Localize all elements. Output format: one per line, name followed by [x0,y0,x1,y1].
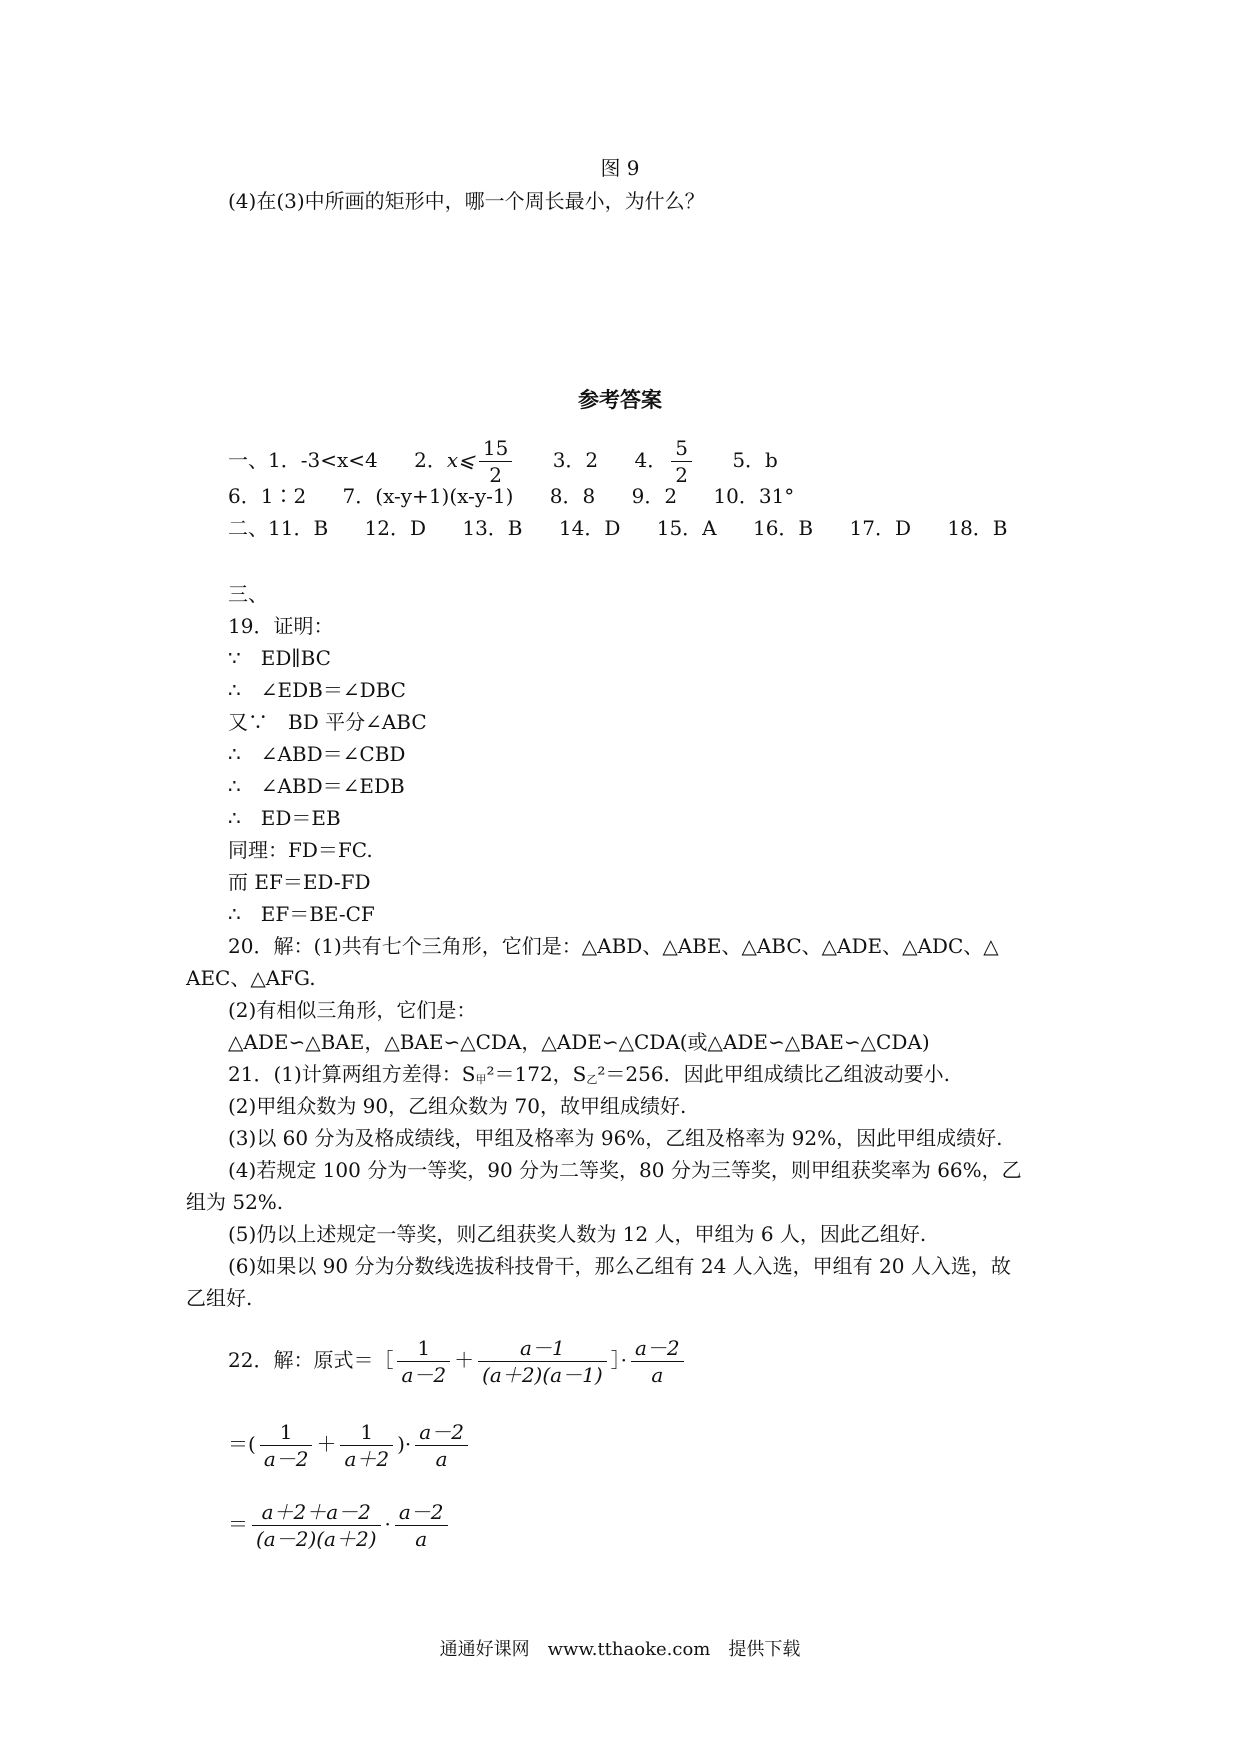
part1-row1 [228,430,778,490]
answer-1: 1．-3<x<4 [268,448,378,472]
q21-line: (6)如果以 90 分为分数线选拔科技骨干，那么乙组有 24 人入选，甲组有 20 人入选，故 [228,1254,1011,1278]
fraction-numerator: a－2 [415,1419,468,1446]
fraction-denominator: a [415,1527,428,1551]
answer-16: 16．B [752,516,814,540]
fraction-numerator: 5 [671,435,692,462]
answer-6: 6．1∶2 [228,484,307,508]
answer-2-fraction [479,435,512,488]
q22-step-3 [228,1494,452,1554]
answer-15: 15．A [656,516,717,540]
q19-line: ∴ ED＝EB [228,806,341,830]
fraction-denominator: a－2 [263,1447,309,1471]
q22-operator: )· [397,1432,412,1456]
q21-line: 组为 52%. [186,1190,284,1214]
q22-step-1 [228,1330,688,1390]
answer-7: 7．(x-y+1)(x-y-1) [342,484,514,508]
q22-fraction [631,1335,684,1388]
q22-fraction [395,1499,448,1552]
answers-title: 参考答案 [578,387,662,412]
answer-4-fraction [671,435,692,488]
q22-operator: ］· [610,1348,627,1372]
fraction-numerator: a－1 [478,1335,607,1362]
q21-subscript: 乙 [586,1073,598,1086]
answer-18: 18．B [947,516,1008,540]
part1-prefix: 一、 [228,448,268,472]
part2-row [228,516,1008,540]
q20-line: 20．解：(1)共有七个三角形，它们是：△ABD、△ABE、△ABC、△ADE、△ADC、△ [228,934,999,958]
q22-operator: ＋ [454,1348,475,1372]
answer-4-label: 4． [634,448,668,472]
q22-fraction [260,1419,313,1472]
answer-10: 10．31° [713,484,795,508]
q21-line: (5)仍以上述规定一等奖，则乙组获奖人数为 12 人，甲组为 6 人，因此乙组好. [228,1222,927,1246]
q22-fraction [415,1419,468,1472]
q21-subscript: 甲 [475,1073,487,1086]
q22-fraction [340,1419,393,1472]
q21-line: (2)甲组众数为 90，乙组众数为 70，故甲组成绩好. [228,1094,687,1118]
fraction-numerator: 1 [340,1419,393,1446]
answer-9: 9．2 [631,484,678,508]
q20-line: AEC、△AFG. [186,966,316,990]
answer-3: 3．2 [552,448,599,472]
fraction-numerator: a－2 [631,1335,684,1362]
q19-line: ∵ ED∥BC [228,646,331,670]
fraction-denominator: 2 [489,463,502,487]
q19-line: ∴ ∠ABD＝∠EDB [228,774,405,798]
fraction-numerator: 1 [260,1419,313,1446]
q21-text: 21．(1)计算两组方差得：S [228,1062,476,1086]
q22-step-2 [228,1414,472,1474]
q22-operator: ＋ [316,1432,337,1456]
part3-prefix: 三、 [228,582,268,606]
answer-2-label: 2． [414,448,447,472]
fraction-numerator: 15 [479,435,512,462]
fraction-numerator: a－2 [395,1499,448,1526]
answer-14: 14．D [558,516,621,540]
q19-line: ∴ EF＝BE-CF [228,902,375,926]
q21-line-1 [228,1062,950,1092]
fraction-denominator: a＋2 [344,1447,390,1471]
part2-prefix: 二、 [228,516,268,540]
answer-5: 5．b [732,448,778,472]
q19-line: 而 EF＝ED-FD [228,870,371,894]
answer-2-var: x⩽ [446,448,475,472]
fraction-denominator: (a＋2)(a－1) [482,1363,603,1387]
part1-row2 [228,484,794,508]
answer-17: 17．D [849,516,911,540]
q20-line: △ADE∽△BAE，△BAE∽△CDA，△ADE∽△CDA(或△ADE∽△BAE∽△CDA) [228,1030,930,1054]
q21-line: 乙组好. [186,1286,253,1310]
fraction-denominator: a－2 [401,1363,447,1387]
fraction-numerator: 1 [397,1335,450,1362]
q19-line: 又∵ BD 平分∠ABC [228,710,427,734]
footer: 通通好课网 www.tthaoke.com 提供下载 [439,1639,801,1660]
fraction-denominator: a [435,1447,448,1471]
answer-12: 12．D [364,516,426,540]
q22-operator: ＝ [228,1512,248,1536]
q21-text: ²＝172，S [486,1062,587,1086]
q19-line: ∴ ∠ABD＝∠CBD [228,742,406,766]
q22-fraction [252,1499,381,1552]
fraction-denominator: (a－2)(a＋2) [256,1527,377,1551]
q19-line: ∴ ∠EDB＝∠DBC [228,678,406,702]
answer-13: 13．B [462,516,523,540]
fraction-numerator: a＋2＋a－2 [252,1499,381,1526]
q22-fraction [478,1335,607,1388]
q21-line: (4)若规定 100 分为一等奖，90 分为二等奖，80 分为三等奖，则甲组获奖率为 66%，乙 [228,1158,1022,1182]
q21-line: (3)以 60 分为及格成绩线，甲组及格率为 96%，乙组及格率为 92%，因此甲组成绩好. [228,1126,1003,1150]
q21-text: ²＝256．因此甲组成绩比乙组波动要小. [597,1062,950,1086]
fraction-denominator: a [651,1363,664,1387]
q19-line: 19．证明： [228,614,334,638]
q20-line: (2)有相似三角形，它们是： [228,998,477,1022]
answer-8: 8．8 [549,484,596,508]
question-4-text: (4)在(3)中所画的矩形中，哪一个周长最小，为什么？ [228,189,705,213]
q22-label: 22．解：原式＝［ [228,1348,394,1372]
q22-operator: · [384,1512,391,1536]
fraction-denominator: 2 [675,463,688,487]
answer-11: 11．B [268,516,329,540]
figure-caption: 图 9 [600,156,640,180]
q22-fraction [397,1335,450,1388]
q19-line: 同理：FD＝FC. [228,838,373,862]
q22-operator: ＝( [228,1432,256,1456]
